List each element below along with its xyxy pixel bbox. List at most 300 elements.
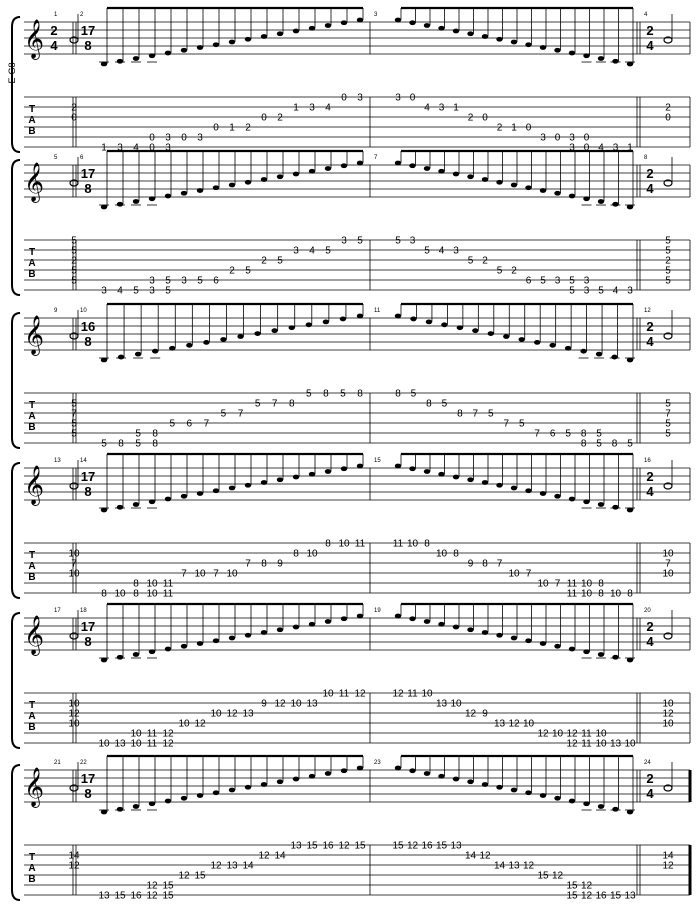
tab-fret: 10 <box>537 578 549 590</box>
tab-fret: 12 <box>210 860 222 872</box>
tab-fret: 2 <box>665 102 671 114</box>
tab-fret: 8 <box>293 548 299 560</box>
tab-fret: 5 <box>165 275 171 287</box>
tab-fret: 10 <box>130 738 142 750</box>
treble-clef-icon: 𝄞 <box>23 163 45 201</box>
measure-number: 5 <box>54 155 58 161</box>
notehead <box>181 796 187 801</box>
notehead <box>197 45 203 50</box>
treble-clef-icon: 𝄞 <box>23 768 45 806</box>
notehead <box>203 340 209 345</box>
tab-fret: 6 <box>186 418 193 430</box>
notehead <box>534 340 540 345</box>
tab-fret: 10 <box>662 718 674 730</box>
tab-fret: 13 <box>242 708 254 720</box>
tab-fret: 1 <box>101 142 107 154</box>
tab-fret: 5 <box>596 438 602 450</box>
tab-fret: 10 <box>68 568 80 580</box>
tab-fret: 2 <box>496 122 503 134</box>
notehead <box>117 202 123 207</box>
tab-fret: 4 <box>598 142 604 154</box>
tab-fret: 15 <box>566 890 578 902</box>
time-sig-top: 17 <box>80 771 96 786</box>
notehead <box>583 53 589 58</box>
tab-fret: 16 <box>595 890 607 902</box>
notehead <box>357 18 363 23</box>
tab-fret: 12 <box>662 860 674 872</box>
tab-fret: 3 <box>554 275 561 287</box>
notehead <box>482 630 488 635</box>
notehead <box>424 166 430 171</box>
tab-fret: 12 <box>162 738 174 750</box>
tab-fret: 5 <box>101 438 107 450</box>
notehead <box>213 638 219 643</box>
notehead <box>554 191 560 196</box>
notehead <box>213 42 219 47</box>
tab-fret: 10 <box>146 578 158 590</box>
notehead <box>580 349 586 354</box>
notehead <box>277 31 283 36</box>
notehead <box>133 652 139 657</box>
tab-fret: 8 <box>261 558 267 570</box>
notehead <box>438 622 444 627</box>
tab-fret: 9 <box>482 708 488 720</box>
notehead <box>540 45 546 50</box>
notehead <box>467 779 473 784</box>
notehead <box>496 785 502 790</box>
measure-number: 19 <box>374 608 381 614</box>
tab-fret: 7 <box>503 418 510 430</box>
tab-fret: 7 <box>665 408 671 420</box>
notehead <box>511 183 517 188</box>
tab-fret: 5 <box>488 408 494 420</box>
tab-fret: 12 <box>580 880 593 892</box>
notehead <box>395 614 401 619</box>
tab-fret: 10 <box>580 578 593 590</box>
time-sig-bottom: 8 <box>84 484 92 499</box>
tab-fret: 10 <box>68 698 80 710</box>
notehead <box>169 346 175 351</box>
notehead <box>569 497 575 502</box>
tab-fret: 3 <box>357 92 363 104</box>
tab-fret: 7 <box>181 568 187 580</box>
measure-number: 7 <box>374 155 378 161</box>
notehead <box>293 777 299 782</box>
notehead <box>612 807 618 812</box>
treble-clef-icon: 𝄞 <box>23 316 45 354</box>
tab-fret: 0 <box>149 142 155 154</box>
tab-fret: 0 <box>149 132 155 144</box>
notehead <box>598 652 604 657</box>
tab-fret: 16 <box>421 840 433 852</box>
notehead <box>482 34 488 39</box>
notehead <box>511 486 517 491</box>
tab-fret: 12 <box>194 718 206 730</box>
system-bracket <box>12 613 20 748</box>
tab-fret: 0 <box>554 132 561 144</box>
tab-fret: 3 <box>117 142 123 154</box>
notehead <box>598 56 604 61</box>
notehead <box>496 180 502 185</box>
tab-letter: A <box>28 561 36 572</box>
tab-fret: 0 <box>213 122 219 134</box>
tab-fret: 8 <box>325 538 331 550</box>
tab-fret: 3 <box>165 142 171 154</box>
tab-fret: 13 <box>624 890 636 902</box>
tab-fret: 5 <box>133 285 139 297</box>
tab-fret: 5 <box>277 255 283 267</box>
notehead <box>309 774 315 779</box>
notehead <box>165 51 171 56</box>
notehead <box>540 793 546 798</box>
notehead <box>133 804 139 809</box>
tab-fret: 12 <box>162 728 174 740</box>
tab-fret: 0 <box>525 122 532 134</box>
tab-fret: 5 <box>71 398 77 410</box>
tab-fret: 2 <box>482 255 488 267</box>
notehead <box>271 328 277 333</box>
tab-fret: 5 <box>565 428 571 440</box>
notehead <box>472 328 478 333</box>
tab-fret: 11 <box>162 578 174 590</box>
system-bracket <box>12 765 20 900</box>
notehead <box>519 337 525 342</box>
tab-fret: 11 <box>338 688 350 700</box>
notehead <box>277 779 283 784</box>
tab-fret: 11 <box>162 588 174 600</box>
tab-letter: B <box>28 126 36 137</box>
time-sig-top: 2 <box>646 23 654 38</box>
tab-fret: 12 <box>178 870 190 882</box>
tab-fret: 1 <box>511 122 517 134</box>
time-sig-top: 17 <box>80 166 96 181</box>
tab-fret: 13 <box>98 890 110 902</box>
tab-fret: 12 <box>479 850 491 862</box>
notehead <box>612 505 618 510</box>
tab-fret: 5 <box>467 255 474 267</box>
measure-number: 17 <box>54 608 61 614</box>
tab-fret: 5 <box>165 285 171 297</box>
tab-letter: A <box>28 711 36 722</box>
notehead <box>424 619 430 624</box>
tab-fret: 5 <box>71 428 77 440</box>
notehead <box>457 325 463 330</box>
notehead <box>409 20 415 25</box>
tab-fret: 14 <box>464 850 477 862</box>
tab-fret: 10 <box>68 718 80 730</box>
tab-fret: 12 <box>662 708 674 720</box>
tab-fret: 2 <box>665 255 671 267</box>
tab-fret: 1 <box>627 142 633 154</box>
tab-fret: 8 <box>457 408 463 420</box>
tab-fret: 2 <box>229 265 235 277</box>
notehead <box>149 196 155 201</box>
tab-letter: A <box>28 863 36 874</box>
notehead <box>395 161 401 166</box>
measure-number: 3 <box>374 12 378 18</box>
notehead <box>341 616 347 621</box>
notehead <box>612 202 618 207</box>
tab-fret: 15 <box>566 880 578 892</box>
tab-fret: 2 <box>511 265 517 277</box>
tab-fret: 14 <box>242 860 254 872</box>
tab-fret: 10 <box>194 568 206 580</box>
notehead <box>496 633 502 638</box>
notehead <box>293 625 299 630</box>
tab-fret: 11 <box>566 578 578 590</box>
tab-fret: 3 <box>197 132 203 144</box>
notehead <box>453 777 459 782</box>
tab-fret: 0 <box>583 142 590 154</box>
tab-fret: 11 <box>354 538 366 550</box>
tab-fret: 10 <box>522 718 535 730</box>
tab-fret: 3 <box>612 142 619 154</box>
notehead <box>488 331 494 336</box>
tab-fret: 2 <box>71 102 77 114</box>
notehead <box>409 616 415 621</box>
tab-fret: 5 <box>71 265 77 277</box>
measure-number: 2 <box>80 12 84 18</box>
tab-fret: 3 <box>569 132 575 144</box>
measure-number: 4 <box>644 12 648 18</box>
notehead <box>409 768 415 773</box>
notehead <box>133 56 139 61</box>
notehead <box>181 191 187 196</box>
notehead <box>554 494 560 499</box>
tab-fret: 10 <box>406 538 419 550</box>
tab-fret: 5 <box>135 438 141 450</box>
notehead <box>237 334 243 339</box>
tab-letter: B <box>28 572 36 583</box>
notehead <box>309 472 315 477</box>
notehead <box>229 183 235 188</box>
notehead <box>569 194 575 199</box>
notehead <box>229 636 235 641</box>
notehead <box>612 655 618 660</box>
tab-fret: 12 <box>392 688 404 700</box>
tab-fret: 5 <box>598 285 604 297</box>
notehead <box>261 480 267 485</box>
tab-fret: 7 <box>71 408 77 420</box>
time-sig-bottom: 8 <box>84 38 92 53</box>
tab-fret: 5 <box>665 398 671 410</box>
tab-fret: 14 <box>662 850 674 862</box>
measure-number: 16 <box>644 458 651 464</box>
tab-letter: B <box>28 722 36 733</box>
notehead <box>409 466 415 471</box>
notehead <box>261 34 267 39</box>
tab-fret: 8 <box>453 548 459 560</box>
notehead <box>261 177 267 182</box>
notehead <box>496 37 502 42</box>
tab-fret: 3 <box>149 285 155 297</box>
tab-letter: T <box>28 852 36 863</box>
notehead <box>511 788 517 793</box>
tab-fret: 5 <box>424 245 430 257</box>
notehead <box>186 343 192 348</box>
time-sig-bottom: 4 <box>646 38 654 53</box>
tab-fret: 7 <box>237 408 244 420</box>
tab-fret: 16 <box>130 890 142 902</box>
tab-fret: 7 <box>534 428 540 440</box>
tab-fret: 12 <box>354 688 366 700</box>
notehead <box>357 314 363 319</box>
tab-fret: 13 <box>226 860 238 872</box>
tab-fret: 5 <box>254 398 261 410</box>
tab-fret: 0 <box>261 112 267 124</box>
notehead <box>133 502 139 507</box>
tab-fret: 5 <box>665 245 671 257</box>
tab-fret: 3 <box>149 275 155 287</box>
tab-fret: 3 <box>438 102 445 114</box>
tab-fret: 12 <box>146 890 158 902</box>
tab-fret: 10 <box>435 548 448 560</box>
treble-clef-icon: 𝄞 <box>23 20 45 58</box>
tab-fret: 12 <box>508 718 520 730</box>
tab-fret: 13 <box>290 840 302 852</box>
notehead <box>395 766 401 771</box>
notehead <box>289 325 295 330</box>
notehead <box>117 807 123 812</box>
tab-fret: 13 <box>609 738 622 750</box>
notehead <box>438 26 444 31</box>
measure-number: 13 <box>54 458 61 464</box>
notehead <box>245 180 251 185</box>
time-sig-bottom: 4 <box>646 484 654 499</box>
measure-number: 1 <box>54 12 58 18</box>
notehead <box>525 42 531 47</box>
tab-fret: 10 <box>609 588 622 600</box>
tab-fret: 10 <box>68 548 80 560</box>
tab-fret: 13 <box>493 718 506 730</box>
tab-fret: 8 <box>395 388 401 400</box>
tab-fret: 12 <box>551 870 564 882</box>
notehead <box>293 172 299 177</box>
tab-fret: 10 <box>338 538 350 550</box>
system-bracket <box>12 160 20 295</box>
notehead <box>467 174 473 179</box>
tab-fret: 5 <box>71 235 77 247</box>
tab-fret: 10 <box>98 738 110 750</box>
tab-fret: 12 <box>258 850 270 862</box>
notehead <box>583 649 589 654</box>
notehead <box>181 48 187 53</box>
tab-fret: 8 <box>580 428 587 440</box>
tab-fret: 8 <box>611 438 618 450</box>
notehead <box>254 331 260 336</box>
notehead <box>598 804 604 809</box>
tab-fret: 5 <box>357 235 363 247</box>
tab-fret: 5 <box>197 275 203 287</box>
measure-number: 23 <box>374 760 381 766</box>
tab-fret: 5 <box>220 408 227 420</box>
notehead <box>149 649 155 654</box>
tab-fret: 15 <box>609 890 622 902</box>
notehead <box>496 483 502 488</box>
tab-fret: 3 <box>569 142 575 154</box>
tab-fret: 3 <box>453 245 459 257</box>
tab-fret: 12 <box>522 860 535 872</box>
tab-fret: 10 <box>450 698 462 710</box>
tab-fret: 0 <box>409 92 416 104</box>
tab-fret: 5 <box>169 418 176 430</box>
notehead <box>181 494 187 499</box>
instrument-label: E-G8 <box>7 62 17 84</box>
tab-fret: 5 <box>71 418 77 430</box>
notehead <box>540 641 546 646</box>
tab-fret: 10 <box>114 588 126 600</box>
tab-fret: 2 <box>261 255 267 267</box>
tab-fret: 1 <box>453 102 459 114</box>
notehead <box>611 355 617 360</box>
measure-number: 14 <box>80 458 87 464</box>
time-sig-top: 17 <box>80 23 96 38</box>
notehead <box>426 319 432 324</box>
notehead <box>118 355 124 360</box>
notehead <box>293 29 299 34</box>
time-sig-top: 16 <box>80 319 96 334</box>
notehead <box>482 177 488 182</box>
notehead <box>549 343 555 348</box>
tab-fret: 5 <box>496 265 503 277</box>
notehead <box>453 475 459 480</box>
tab-fret: 4 <box>133 142 139 154</box>
notehead <box>220 337 226 342</box>
tab-fret: 8 <box>101 588 107 600</box>
tab-fret: 10 <box>508 568 520 580</box>
notehead <box>395 464 401 469</box>
tab-fret: 9 <box>261 698 267 710</box>
tab-fret: 3 <box>181 275 187 287</box>
tab-fret: 12 <box>406 840 419 852</box>
notehead <box>467 477 473 482</box>
notehead <box>438 774 444 779</box>
tab-fret: 11 <box>146 728 158 740</box>
notehead <box>357 161 363 166</box>
notehead <box>149 499 155 504</box>
tab-fret: 6 <box>213 275 219 287</box>
measure-number: 24 <box>644 760 651 766</box>
tab-fret: 12 <box>146 880 158 892</box>
notehead <box>467 31 473 36</box>
tab-fret: 8 <box>482 558 488 570</box>
tab-fret: 10 <box>146 588 158 600</box>
notehead <box>261 782 267 787</box>
tab-fret: 13 <box>306 698 318 710</box>
tab-fret: 11 <box>581 738 592 750</box>
notehead <box>229 788 235 793</box>
notehead <box>197 491 203 496</box>
tab-fret: 4 <box>309 245 315 257</box>
tab-fret: 15 <box>435 840 448 852</box>
tab-fret: 3 <box>395 92 401 104</box>
notehead <box>245 37 251 42</box>
tab-fret: 5 <box>71 245 77 257</box>
notehead <box>357 614 363 619</box>
notehead <box>165 194 171 199</box>
tab-fret: 9 <box>277 558 283 570</box>
time-sig-bottom: 4 <box>646 334 654 349</box>
notehead <box>261 630 267 635</box>
tab-letter: B <box>28 422 36 433</box>
tab-fret: 5 <box>540 275 546 287</box>
notehead <box>149 801 155 806</box>
notehead <box>554 796 560 801</box>
tab-fret: 3 <box>341 235 347 247</box>
tab-fret: 12 <box>338 840 350 852</box>
notehead <box>213 185 219 190</box>
notehead <box>540 188 546 193</box>
